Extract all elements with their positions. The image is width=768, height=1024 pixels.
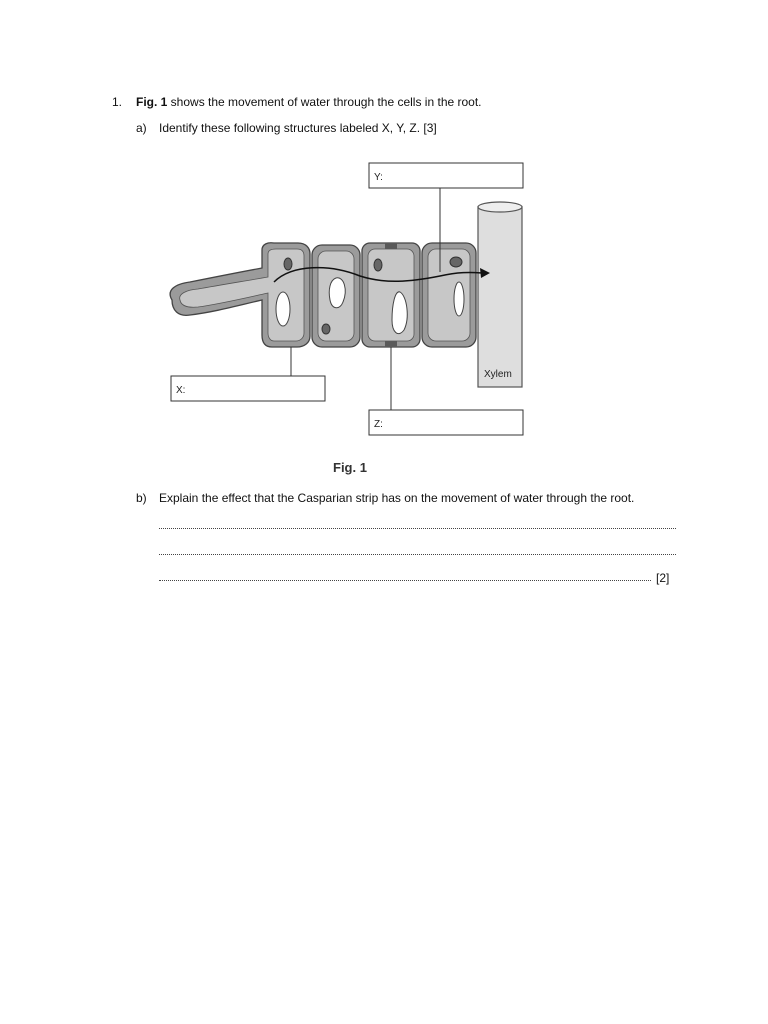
part-b-label: b) [136,491,147,505]
vacuole [276,292,290,326]
vacuole [392,292,407,334]
fig-reference: Fig. 1 [136,95,168,109]
xylem-label: Xylem [484,369,512,380]
answer-line[interactable] [159,580,651,581]
question-intro [136,95,482,109]
x-label-text: X: [176,385,186,396]
vacuole [454,282,464,316]
nucleus [284,258,292,270]
nucleus [374,259,382,271]
part-b-marks: [2] [656,571,670,585]
y-label-text: Y: [374,172,383,183]
root-cells-diagram [160,155,540,445]
answer-line[interactable] [159,528,676,529]
y-label-box[interactable] [369,163,523,188]
part-b-text: Explain the effect that the Casparian strip has on the movement of water through the root. [159,491,635,505]
figure-caption: Fig. 1 [333,460,367,475]
part-a-text: Identify these following structures labeled X, Y, Z. [3] [159,121,437,135]
vacuole [329,278,345,308]
xylem-vessel [478,207,522,387]
answer-line[interactable] [159,554,676,555]
nucleus [450,257,462,267]
question-intro-text: shows the movement of water through the cells in the root. [167,95,482,109]
part-a-label: a) [136,121,147,135]
z-label-text: Z: [374,419,383,430]
nucleus [322,324,330,334]
casparian-strip-top [385,243,397,249]
z-label-box[interactable] [369,410,523,435]
x-label-box[interactable] [171,376,325,401]
question-number: 1. [112,95,123,109]
xylem-top [478,202,522,212]
casparian-strip-bottom [385,341,397,347]
